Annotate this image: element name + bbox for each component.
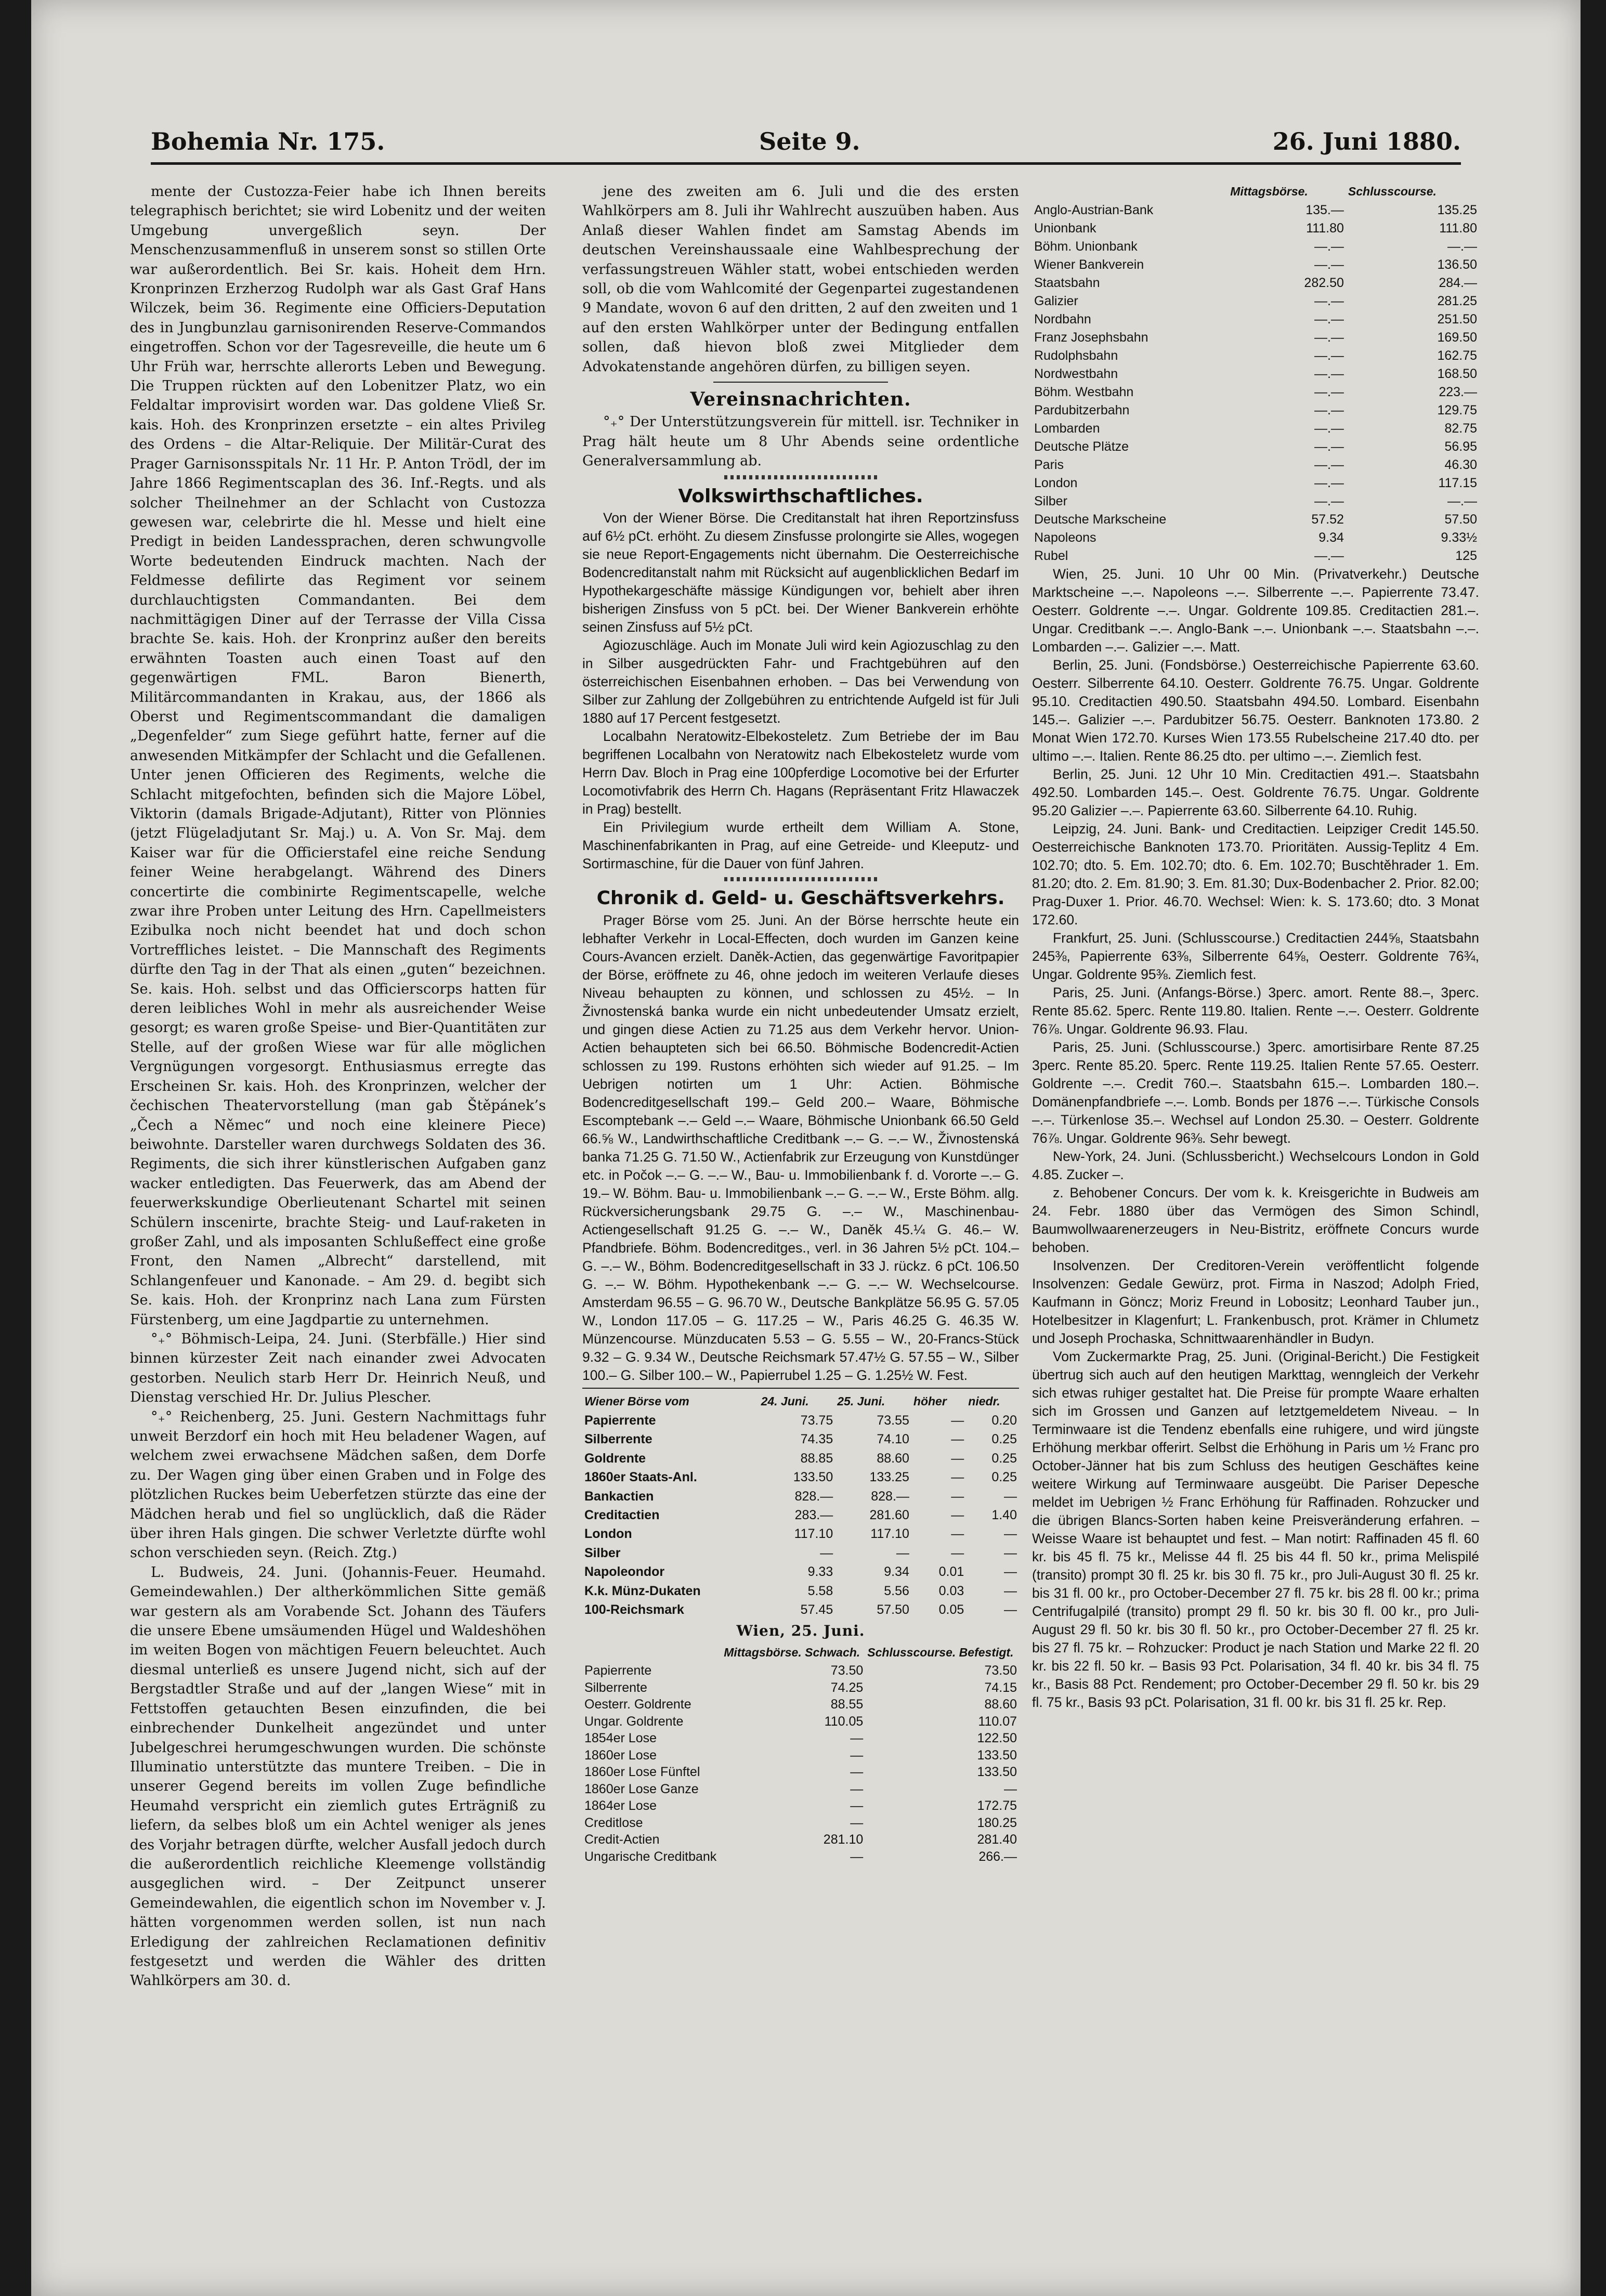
row-value: 283.— [794,1507,833,1522]
table-row [1032,474,1479,492]
table-header: Wiener Börse vom 24. Juni. 25. Juni. höher niedr. [584,1394,1000,1408]
row-value: — [1004,1583,1017,1598]
row-value: 88.60 [984,1697,1017,1712]
table-row [1032,329,1479,347]
table-row [1032,347,1479,365]
row-value: —.— [1314,421,1344,436]
table-row [1032,456,1479,474]
chronik-heading: Chronik d. Geld- u. Geschäftsverkehrs. [596,888,1005,909]
table-row [1032,238,1479,256]
row-value: 168.50 [1437,367,1477,382]
row-value: — [951,1545,964,1560]
row-value: 251.50 [1437,312,1477,327]
row-label: Franz Josephsbahn [1034,330,1148,345]
row-label: Napoleondor [584,1564,665,1580]
row-value: 133.50 [977,1765,1017,1780]
row-value: — [1004,1781,1017,1796]
elections-article: jene des zweiten am 6. Juli und die des ersten Wahlkörpers am 8. Juli ihr Wahlrecht auszuüben haben. Aus Anlaß dieser Wahlen findet am Samstag Abends im deutschen Vereinshaussaale eine Wahlbesprechung der verfassungstreuen Wähler statt, wobei entschieden werden soll, ob die vom Wahlcomité der Gegenpartei zugestandenen 9 Mandate, wovon 6 auf den dritten, 2 auf den zweiten und 1 auf den ersten Wahlkörper unter der Bedingung entfallen sollen, daß hievon bloß zwei Mitglieder dem Advokatenstande angehören dürfen, zu billigen seyen. [582,184,1019,375]
table-row [582,1524,1019,1543]
table-row [582,1848,1019,1866]
table-row [582,1468,1019,1486]
column-1 [130,182,546,2210]
table-header: Mittagsbörse. Schwach. Schlusscourse. Befestigt. [724,1645,1014,1659]
row-value: 56.95 [1444,439,1477,454]
row-value: 281.10 [823,1832,864,1847]
row-label: Anglo-Austrian-Bank [1034,203,1154,218]
row-value: 0.05 [938,1602,964,1617]
row-value: 133.50 [793,1470,833,1485]
row-value: 281.25 [1437,294,1477,309]
row-value: 9.33 [807,1564,833,1580]
table-row [582,1487,1019,1506]
divider [713,382,888,383]
market-report-paragraph: Berlin, 25. Juni. 12 Uhr 10 Min. Creditactien 491.–. Staatsbahn 492.50. Lombarden 145.–. Oest. Goldrente 76.75. Ungar. Goldrente 95.20 Galizier –.–. Papierrente 63.60. Silberrente 64.10. Ruhig. [1032,766,1479,819]
table-row [1032,511,1479,529]
row-value: 162.75 [1437,348,1477,363]
row-value: — [951,1451,964,1466]
table-row [1032,438,1479,456]
table-row [582,1506,1019,1524]
row-label: Böhm. Westbahn [1034,385,1134,400]
wiener-boerse-note: Von der Wiener Börse. Die Creditanstalt hat ihren Reportzinsfuss auf 6½ pCt. erhöht. Zu diesem Zinsfusse prolongirte sie Alles, wogegen sie neue Report-Engagements nicht übernahm. Die Oesterreichische Bodencreditanstalt nahm mit Rücksicht auf augenblicklichen Bedarf im Hypothekargeschäfte mässige Kündigungen vor, behielt aber ihren bisherigen Zinsfuss von 5 pCt. bei. Der Wiener Bankverein erhöhte seinen Zinsfuss auf 5½ pCt. [582,510,1019,635]
row-value: —.— [1314,494,1344,509]
row-value: 281.60 [869,1507,909,1522]
row-label: Böhm. Unionbank [1034,239,1138,254]
budweis-article: L. Budweis, 24. Juni. (Johannis-Feuer. Heumahd. Gemeindewahlen.) Der altherkömmlichen Sitte gemäß war gestern als am Vorabende Sct. Johann des Täufers die unsere Ebene umsäumenden Hügel und Waldeshöhen im weiten Bogen von mächtigen Feuern beleuchtet. Auch diesmal unterließ es unsere Jugend nicht, sich auf der Bergstadtler Straße und auf der „langen Wiese“ mit in Fettstoffen getauchten Besen einzufinden, die bei einbrechender Dunkelheit angezündet und unter Jubelgeschrei herumgeschwungen wurden. Die schönste Illuminatio unterstützte das muntere Treiben. – Die in unserer Gegend bereits im vollen Zuge befindliche Heumahd verspricht ein ziemlich gutes Erträgniß zu liefern, da selbes bloß um ein Achtel weniger als jenes des Vorjahr betragen dürfte, welcher Ausfall jedoch durch die außerordentlich reichliche Kleemenge vollständig ausgeglichen wird. – Der Zeitpunct unserer Gemeindewahlen, die eigentlich schon im November v. J. hätten vorgenommen werden sollen, ist nun nach Erledigung der zahlreichen Reclamationen definitiv festgesetzt und werden die Wähler des dritten Wahlkörpers am 30. d. [130,1564,546,1989]
row-value: 828.— [871,1489,909,1504]
row-value: 57.52 [1311,512,1344,527]
table-row [1032,365,1479,383]
row-value: —.— [1314,330,1344,345]
row-value: —.— [1314,367,1344,382]
market-report-paragraph: Berlin, 25. Juni. (Fondsbörse.) Oesterreichische Papierrente 63.60. Oesterr. Silberrente 64.10. Oesterr. Goldrente 76.75. Ungar. Goldrente 95.10. Creditactien 490.50. Staatsbahn 494.50. Lombard. Eisenbahn 145.–. Galizier –.–. Pardubitzer 56.75. Oesterr. Banknoten 173.80. 2 Monat Wien 172.70. Kurses Wien 173.55 Rubelscheine 217.40 dto. per ultimo –.–. Italien. Rente 86.25 dto. per ultimo –.–. Ziemlich fest. [1032,657,1479,764]
divider [724,475,877,479]
column-3 [1032,182,1479,2210]
table-row [582,1582,1019,1600]
row-label: Lombarden [1034,421,1100,436]
row-value: — [1004,1527,1017,1542]
row-value: 122.50 [977,1731,1017,1746]
table-row [582,1679,1019,1697]
agiozuschlaege-note: Agiozuschläge. Auch im Monate Juli wird kein Agiozuschlag zu den in Silber ausgedrückten Fahr- und Frachtgebühren auf den österreichischen Eisenbahnen erhoben. – Das bei Verwendung von Silber zur Zahlung der Zollgebühren zu entrichtende Aufgeld ist für Juli 1880 auf 17 Percent festgesetzt. [582,637,1019,726]
row-value: — [1004,1545,1017,1560]
row-label: Oesterr. Goldrente [584,1697,691,1712]
row-value: 111.80 [1439,221,1477,236]
table-header: Mittagsbörse. Schlusscourse. [1230,185,1437,198]
table-row [582,1449,1019,1468]
market-report-paragraph: Leipzig, 24. Juni. Bank- und Creditactien. Leipziger Credit 145.50. Oesterreichische Banknoten 173.70. Prioritäten. Aussig-Teplitz 4 Em. 102.70; dto. 5. Em. 102.70; dto. 6. Em. 102.70; Buschtěhrader 1. Em. 81.20; dto. 2. Em. 81.90; 3. Em. 81.30; Dux-Bodenbacher 2. Prior. 82.00; Prag-Duxer 1. Prior. 46.70. Wechsel: Wien: k. S. 173.60; dto. 3 Monat 172.60. [1032,821,1479,928]
market-report-paragraph: Paris, 25. Juni. (Anfangs-Börse.) 3perc. amort. Rente 88.–, 3perc. Rente 85.62. 5perc. Rente 119.80. Italien. Rente –.–. Oesterr. Goldrente 76⅞. Ungar. Goldrente 96.93. Flau. [1032,985,1479,1037]
wiener-boerse-table [582,1392,1019,1620]
market-report-paragraph: Frankfurt, 25. Juni. (Schlusscourse.) Creditactien 244⅝, Staatsbahn 245⅜, Papierrente 63⅜, Silberrente 64⅝, Oesterr. Goldrente 76¾, Ungar. Goldrente 95⅜. Ziemlich fest. [1032,930,1479,983]
row-value: 281.40 [977,1832,1017,1847]
table-row [582,1544,1019,1562]
row-value: 88.60 [877,1451,909,1466]
row-label: Ungar. Goldrente [584,1714,684,1729]
row-label: Ungarische Creditbank [584,1849,717,1864]
table-row [582,1713,1019,1730]
table-row [582,1662,1019,1679]
row-label: 1860er Lose Ganze [584,1781,699,1796]
row-value: 172.75 [977,1798,1017,1814]
row-value: —.— [1314,348,1344,363]
row-value: 117.15 [1438,476,1477,491]
row-label: Goldrente [584,1451,646,1466]
row-value: — [951,1413,964,1428]
table-row [582,1764,1019,1781]
page-header [151,125,1461,165]
row-value: — [896,1545,909,1560]
table-row [582,1831,1019,1848]
row-value: — [1004,1564,1017,1580]
row-value: — [850,1849,864,1864]
market-report-paragraph: Vom Zuckermarkte Prag, 25. Juni. (Original-Bericht.) Die Festigkeit übertrug sich auch auf den heutigen Markttag, wenngleich der Verkehr sich etwas ruhiger gestaltet hat. Die Preise für prompte Waare erhalten sich im Grossen und Ganzen auf letztgemeldetem Niveau. – In Terminwaare ist die Tendenz ebenfalls eine ruhigere, und wird jüngste Erhöhung merkbar offerirt. Selbst die Erhöhung in Paris um ½ Franc pro October-Jänner hat bis zum Schluss des heutigen Geschäftes keine weitere Wirkung auf Terminwaare ausgeübt. Die Pariser Depesche meldet im Uebrigen ½ Franc Erhöhung für Raffinaden. Rohzucker und die übrigen Blancs-Sorten haben keine Preisveränderung erfahren. – Weisse Waare ist behauptet und fest. – Man notirt: Raffinaden 45 fl. 60 kr. bis 45 fl. 75 kr., Melisse 44 fl. 25 bis 44 fl. 50 kr., prima Melispilé (transito) prompt 30 fl. 25 kr. bis 30 fl. 75 kr., pro Juli-August 30 fl. 25 kr. bis 31 fl. 00 kr., pro October-December 27 fl. 75 kr. bis 28 fl. 00 kr.; prima Centrifugalpilé (transito) prompt 29 fl. 50 kr. bis 30 fl. 00 kr., pro Juli-August 29 fl. 50 kr. bis 30 fl. 50 kr., pro October-December 27 fl. 25 kr. bis 27 fl. 75 kr. – Rohzucker: Product je nach Station und Marke 22 fl. 20 kr. bis 22 fl. 50 kr. – Basis 93 Pct. Polarisation, 34 fl. 40 kr. bis 34 fl. 75 kr., Basis 88 Pct. Rendement; pro October-December 29 fl. 50 kr. bis 29 fl. 75 kr., Basis 93 pCt. Polarisation, 31 fl. 00 kr. bis 31 fl. 25 kr. Rep. [1032,1349,1479,1711]
row-value: — [820,1545,833,1560]
market-report-paragraph: New-York, 24. Juni. (Schlussbericht.) Wechselcours London in Gold 4.85. Zucker –. [1032,1149,1479,1183]
row-label: Deutsche Markscheine [1034,512,1167,527]
row-value: 0.25 [991,1470,1017,1485]
row-value: 282.50 [1304,276,1344,291]
row-value: — [850,1765,864,1780]
row-value: 74.10 [877,1432,909,1447]
row-value: 9.34 [884,1564,909,1580]
row-value: 9.33½ [1441,530,1477,545]
table-row [582,1600,1019,1619]
row-value: 74.25 [830,1680,864,1695]
row-value: 133.25 [869,1470,909,1485]
row-value: 0.01 [938,1564,964,1580]
page-number: Seite 9. [759,127,860,155]
custozza-article: mente der Custozza-Feier habe ich Ihnen bereits telegraphisch berichtet; sie wird Lobenitz und der weiten Umgebung unvergeßlich seyn. Der Menschenzusammenfluß in unserem sonst so stillen Orte war außerordentlich. Bei Sr. kais. Hoheit dem Hrn. Kronprinzen Erzherzog Rudolph war als Gast Graf Hans Wilczek, beim 36. Regimente eine Officiers-Deputation des in Jungbunzlau garnisonirenden Reserve-Commandos eingetroffen. Schon vor der Tagesreveille, die heute um 6 Uhr Früh war, herrschte allerorts Leben und Bewegung. Die Truppen rückten auf den Lobenitzer Platz, wo ein Feldaltar improvisirt worden war. Das goldene Vließ Sr. kais. Hoh. des Kronprinzen ersetzte – ein altes Privileg des Ordens – die Altar-Reliquie. Der Militär-Curat des Prager Garnisonsspitals Nr. 11 Hr. P. Anton Trödl, der im Jahre 1866 Regimentscaplan des 36. Inf.-Regts. und als solcher Theilnehmer an der Schlacht von Custozza gewesen war, celebrirte die hl. Messe und hielt eine Predigt in beiden Landessprachen, deren schwungvolle Worte bedeutenden Eindruck machten. Nach der Feldmesse defilirte das Regiment vor seinem durchlauchtigsten Commandanten. Bei dem nachmittägigen Diner auf der Terrasse der Villa Cissa brachte Se. kais. Hoh. der Kronprinz außer den bereits erwähnten Toasten auch einen Toast auf den gegenwärtigen FML. Baron Bienerth, Militärcommandanten in Krakau, aus, der 1866 als Oberst und Regimentscommandant die damaligen „Degenfelder“ zum Siege geführt hatte, ferner auf die anwesenden Mitkämpfer der Schlacht und die Gefallenen. Unter jenen Officieren des Regiments, welche die Schlacht mitgefochten, befinden sich die Majore Löbel, Viktorin (damals Brigade-Adjutant), Ritter von Plönnies (jetzt Flügeladjutant Sr. Maj.) u. A. Von Sr. Maj. dem Kaiser war für die Officierstafel eine reiche Sendung feiner Weine herabgelangt. Während des Diners concertirte die combinirte Regimentscapelle, welche zwar ihre Proben unter Leitung des Hrn. Capellmeisters Ezibulka noch nicht beendet hat und doch schon Vortreffliches leistet. – Die Mannschaft des Regiments dürfte den Tag in der That als einen „guten“ bezeichnen. Se. kais. Hoh. selbst und das Officierscorps hatten für deren leibliches Wohl in mehr als ausreichender Weise gesorgt; es waren große Speise- und Bier-Quantitäten zur Stelle, auf der großen Wiese war für alle möglichen Vergnügungen vorgesorgt. Enthusiasmus erregte das Erscheinen Sr. kais. Hoh. des Kronprinzen, welcher der čechischen Theatervorstellung (man gab Štěpánek’s „Čech a Němec“ und noch eine kleinere Piece) beiwohnte. Darsteller waren durchwegs Soldaten des 36. Regiments, die sich ihrer künstlerischen Aufgaben ganz wacker entledigten. Das Feuerwerk, das am Abend der feuerwerkskundige Oberlieutenant Schartel mit seinen Schülern inscenirte, brachte Steig- und Lauf-raketen in großer Zahl, und als imposanten Schlußeffect eine große Front, den Namen „Albrecht“ darstellend, mit Schlangenfeuer und Kanonade. – Am 29. d. begibt sich Se. kais. Hoh. der Kronprinz nach Lana zum Fürsten Fürstenberg, um eine Jagdpartie zu unternehmen. [130,184,546,1328]
row-value: 0.03 [938,1583,964,1598]
row-label: Napoleons [1034,530,1096,545]
row-value: —.— [1447,239,1477,254]
row-value: 73.75 [800,1413,833,1428]
row-value: 110.07 [978,1714,1017,1729]
row-label: 1860er Staats-Anl. [584,1470,697,1485]
row-value: —.— [1314,439,1344,454]
row-label: Staatsbahn [1034,276,1100,291]
row-value: 73.50 [984,1663,1017,1678]
row-value: — [951,1507,964,1522]
column-2 [582,182,1019,2210]
row-value: —.— [1447,494,1477,509]
row-label: 100-Reichsmark [584,1602,684,1617]
row-value: — [850,1731,864,1746]
table-row [1032,292,1479,310]
row-label: Pardubitzerbahn [1034,403,1130,418]
market-report-paragraph: Wien, 25. Juni. 10 Uhr 00 Min. (Privatverkehr.) Deutsche Marktscheine –.–. Napoleons –.–. Silberrente –.–. Papierrente 73.47. Oesterr. Goldrente –.–. Ungar. Goldrente 109.85. Creditactien 281.–. Ungar. Creditbank –.–. Anglo-Bank –.–. Unionbank –.–. Staatsbahn –.–. Lombarden –.–. Galizier –.–. Matt. [1032,566,1479,655]
row-value: 9.34 [1318,530,1344,545]
row-value: 74.15 [984,1680,1017,1695]
market-report-paragraph: z. Behobener Concurs. Der vom k. k. Kreisgerichte in Budweis am 24. Febr. 1880 über das Vermögen des Simon Schindl, Baumwollwaarenerzeugers in Neu-Bistritz, eröffnete Concurs wurde behoben. [1032,1185,1479,1256]
table-row [582,1781,1019,1798]
row-value: — [951,1470,964,1485]
divider [724,877,877,881]
row-value: — [951,1527,964,1542]
market-report-paragraph: Insolvenzen. Der Creditoren-Verein veröffentlicht folgende Insolvenzen: Gedale Gewürz, prot. Firma in Naszod; Adolph Fried, Kaufmann in Göncz; Moriz Freund in Lobositz; Leonhard Tauber jun., Hotelbesitzer in Klagenfurt; L. Frankenbusch, prot. Krämer in Chlumetz und Joseph Prochaska, Schnittwaarenhändler in Budyn. [1032,1258,1479,1347]
table-row [1032,274,1479,292]
table-row [1032,401,1479,420]
row-label: Nordwestbahn [1034,367,1118,382]
row-value: —.— [1314,403,1344,418]
privilegium-note: Ein Privilegium wurde ertheilt dem William A. Stone, Maschinenfabrikanten in Prag, auf eine Getreide- und Kleeputz- und Sortirmaschine, für die Dauer von fünf Jahren. [582,819,1019,872]
row-value: 180.25 [977,1815,1017,1830]
row-value: — [951,1432,964,1447]
row-label: Creditlose [584,1815,643,1830]
row-value: —.— [1314,476,1344,491]
row-label: 1860er Lose Fünftel [584,1765,700,1780]
table-row [1032,383,1479,401]
row-value: — [850,1781,864,1796]
row-value: — [951,1489,964,1504]
row-value: 0.25 [991,1451,1017,1466]
row-label: Galizier [1034,294,1078,309]
row-label: Unionbank [1034,221,1096,236]
localbahn-note: Localbahn Neratowitz-Elbekosteletz. Zum Betriebe der im Bau begriffenen Localbahn von Neratowitz nach Elbekosteletz wurde vom Herrn Dav. Bloch in Prag eine 100pferdige Locomotive bei der Erfurter Locomotivfabrik des Herrn Ch. Hagans (Repräsentant Fritz Hlawaczek in Prag) bestellt. [582,728,1019,817]
boehmisch-leipa-article: °₊° Böhmisch-Leipa, 24. Juni. (Sterbfälle.) Hier sind binnen kürzester Zeit nach einander zwei Advocaten gestorben. Neulich starb Herr Dr. Heinrich Neuß, und Dienstag verschied Hr. Dr. Julius Plescher. [130,1330,546,1406]
row-value: 57.45 [800,1602,833,1617]
row-value: 266.— [978,1849,1017,1864]
row-label: London [584,1527,632,1542]
row-value: 57.50 [877,1602,909,1617]
row-label: 1860er Lose [584,1747,657,1763]
row-label: Credit-Actien [584,1832,660,1847]
volks-heading: Volkswirthschaftliches. [678,485,923,507]
row-value: — [850,1747,864,1763]
row-label: Silberrente [584,1432,652,1447]
wien-heading: Wien, 25. Juni. [736,1622,865,1640]
reichenberg-article: °₊° Reichenberg, 25. Juni. Gestern Nachmittags fuhr unweit Berzdorf ein hoch mit Heu beladener Wagen, auf welchem zwei erwachsene Mädchen saßen, dem Dorfe zu. Der Wagen ging über einen Graben und in Folge des plötzlichen Ruckes beim Ueberfetzen stürzte das eine der Mädchen herab und fiel so unglücklich, daß die Räder über ihren Hals gingen. Die schwer Verletzte dürfte wohl schon verschieden seyn. (Reich. Ztg.) [130,1408,546,1561]
row-label: Nordbahn [1034,312,1091,327]
row-value: —.— [1314,294,1344,309]
market-report-paragraph: Paris, 25. Juni. (Schlusscourse.) 3perc. amortisirbare Rente 87.25 3perc. Rente 85.20. 5perc. Rente 119.25. Italien Rente 57.65. Oesterr. Goldrente –.–. Credit 760.–. Staatsbahn 615.–. Lombarden 180.–. Domänenpfandbriefe –.–. Lomb. Bonds per 1876 –.–. Türkische Consols –.–. Türkenlose 35.–. Wechsel auf London 25.30. – Oesterr. Goldrente 76⅞. Ungar. Goldrente 96⅜. Sehr bewegt. [1032,1039,1479,1146]
row-value: 110.05 [824,1714,864,1729]
table-row [582,1797,1019,1815]
row-value: 73.55 [877,1413,909,1428]
table-row [1032,420,1479,438]
row-value: 135.— [1305,203,1344,218]
row-label: 1854er Lose [584,1731,657,1746]
row-label: Deutsche Plätze [1034,439,1129,454]
row-value: —.— [1314,312,1344,327]
row-value: 82.75 [1444,421,1477,436]
row-value: — [850,1815,864,1830]
row-label: Creditactien [584,1507,660,1522]
row-value: 111.80 [1306,221,1344,236]
row-value: 136.50 [1437,257,1477,272]
row-value: 5.58 [807,1583,833,1598]
row-value: 73.50 [830,1663,864,1678]
row-value: 129.75 [1437,403,1477,418]
row-value: — [1004,1602,1017,1617]
row-value: 169.50 [1437,330,1477,345]
table-row [582,1747,1019,1764]
row-label: Paris [1034,458,1064,473]
row-value: —.— [1314,458,1344,473]
row-value: —.— [1314,385,1344,400]
row-label: Papierrente [584,1663,652,1678]
wien-quotes-table [582,1643,1019,1865]
row-label: 1864er Lose [584,1798,657,1814]
row-value: —.— [1314,257,1344,272]
row-value: 88.85 [800,1451,833,1466]
issue-date: 26. Juni 1880. [1272,127,1461,155]
row-label: London [1034,476,1078,491]
rates-table [1032,182,1479,565]
row-value: — [850,1798,864,1814]
row-value: 0.20 [991,1413,1017,1428]
row-value: —.— [1314,239,1344,254]
table-row [582,1562,1019,1581]
row-label: Rubel [1034,549,1068,564]
table-row [582,1815,1019,1832]
row-value: 46.30 [1444,458,1477,473]
table-row [1032,492,1479,511]
row-label: Rudolphsbahn [1034,348,1118,363]
table-row [1032,547,1479,565]
row-label: Silber [1034,494,1067,509]
row-value: —.— [1314,549,1344,564]
divider [582,1388,1019,1389]
table-row [1032,256,1479,274]
row-label: Papierrente [584,1413,656,1428]
row-label: K.k. Münz-Dukaten [584,1583,701,1598]
row-value: 117.10 [794,1527,833,1542]
row-value: 135.25 [1437,203,1477,218]
row-label: Bankactien [584,1489,654,1504]
masthead-issue: Bohemia Nr. 175. [151,127,385,155]
row-label: Silber [584,1545,621,1560]
table-row [1032,310,1479,329]
row-label: Wiener Bankverein [1034,257,1144,272]
table-row [582,1696,1019,1713]
row-value: 5.56 [884,1583,909,1598]
row-value: 828.— [794,1489,833,1504]
table-row [1032,201,1479,219]
row-value: 133.50 [977,1747,1017,1763]
vereins-heading: Vereinsnachrichten. [690,388,911,411]
table-row [582,1430,1019,1449]
row-value: 74.35 [800,1432,833,1447]
row-value: 284.— [1439,276,1477,291]
row-value: 57.50 [1444,512,1477,527]
table-row [582,1411,1019,1430]
market-reports [1032,565,1479,1712]
table-row [582,1730,1019,1747]
prager-boerse-report: Prager Börse vom 25. Juni. An der Börse herrschte heute ein lebhafter Verkehr in Local-Effecten, doch wurden im Ganzen keine Cours-Avancen erzielt. Daněk-Actien, das gegenwärtige Favoritpapier der Börse, eröffnete zu 46, ohne jedoch im weiteren Verlaufe dieses Niveau behaupten zu können, und schlossen zu 45½. – In Živnostenská banka wurde ein nicht unbedeutender Umsatz erzielt, und gingen diese Actien zu 71.25 aus dem Verkehr hervor. Union-Actien behaupteten sich bei 66.50. Böhmische Bodencredit-Actien schlossen zu 199. Rustons erhöhten sich wieder auf 91.25. – Im Uebrigen notirten um 1 Uhr: Actien. Böhmische Bodencreditgesellschaft 199.– Geld 200.– Waare, Böhmische Escomptebank –.– Geld –.– Waare, Böhmische Unionbank 66.50 Geld 66.⅝ W., Landwirthschaftliche Creditbank –.– G. –.– W., Živnostenská banka 71.25 G. 71.50 W., Actienfabrik zur Erzeugung von Kunstdünger etc. in Počok –.– G. –.– W., Bau- u. Immobilienbank f. d. Vororte –.– G. 19.– W. Böhm. Bau- u. Immobilienbank –.– G. –.– W., Erste Böhm. allg. Rückversicherungsbank 29.75 G. –.– W., Maschinenbau-Actiengesellschaft 91.25 G. –.– W., Daněk 45.¼ G. 46.– W. Pfandbriefe. Böhm. Bodencreditges., verl. in 36 Jahren 5½ pCt. 104.– G. –.– W., Böhm. Bodencreditgesellschaft in 33 J. rückz. 6 pCt. 106.50 G. –.– W. Böhm. Hypothekenbank –.– G. –.– W. Wechselcourse. Amsterdam 96.55 – G. 96.70 W., Deutsche Bankplätze 56.95 G. 57.05 W., London 117.05 – G. 117.25 – W., Paris 46.25 G. 46.35 W. Münzencourse. Münzducaten 5.53 – G. 5.55 – W., 20-Francs-Stück 9.32 – G. 9.34 W., Deutsche Reichsmark 57.47½ G. 57.55 – W., Silber 100.– G. Silber 100.– W., Papierrubel 1.25 – G. 1.25½ W. Fest. [582,912,1019,1383]
row-label: Silberrente [584,1680,647,1695]
row-value: — [1004,1489,1017,1504]
row-value: 125 [1455,549,1477,564]
row-value: 1.40 [991,1507,1017,1522]
row-value: 117.10 [870,1527,909,1542]
table-row [1032,529,1479,547]
vereins-notice: °₊° Der Unterstützungsverein für mittell. isr. Techniker in Prag hält heute um 8 Uhr Abends seine ordentliche Generalversammlung ab. [582,414,1019,469]
row-value: 223.— [1439,385,1477,400]
table-row [1032,219,1479,238]
row-value: 0.25 [991,1432,1017,1447]
row-value: 88.55 [830,1697,864,1712]
